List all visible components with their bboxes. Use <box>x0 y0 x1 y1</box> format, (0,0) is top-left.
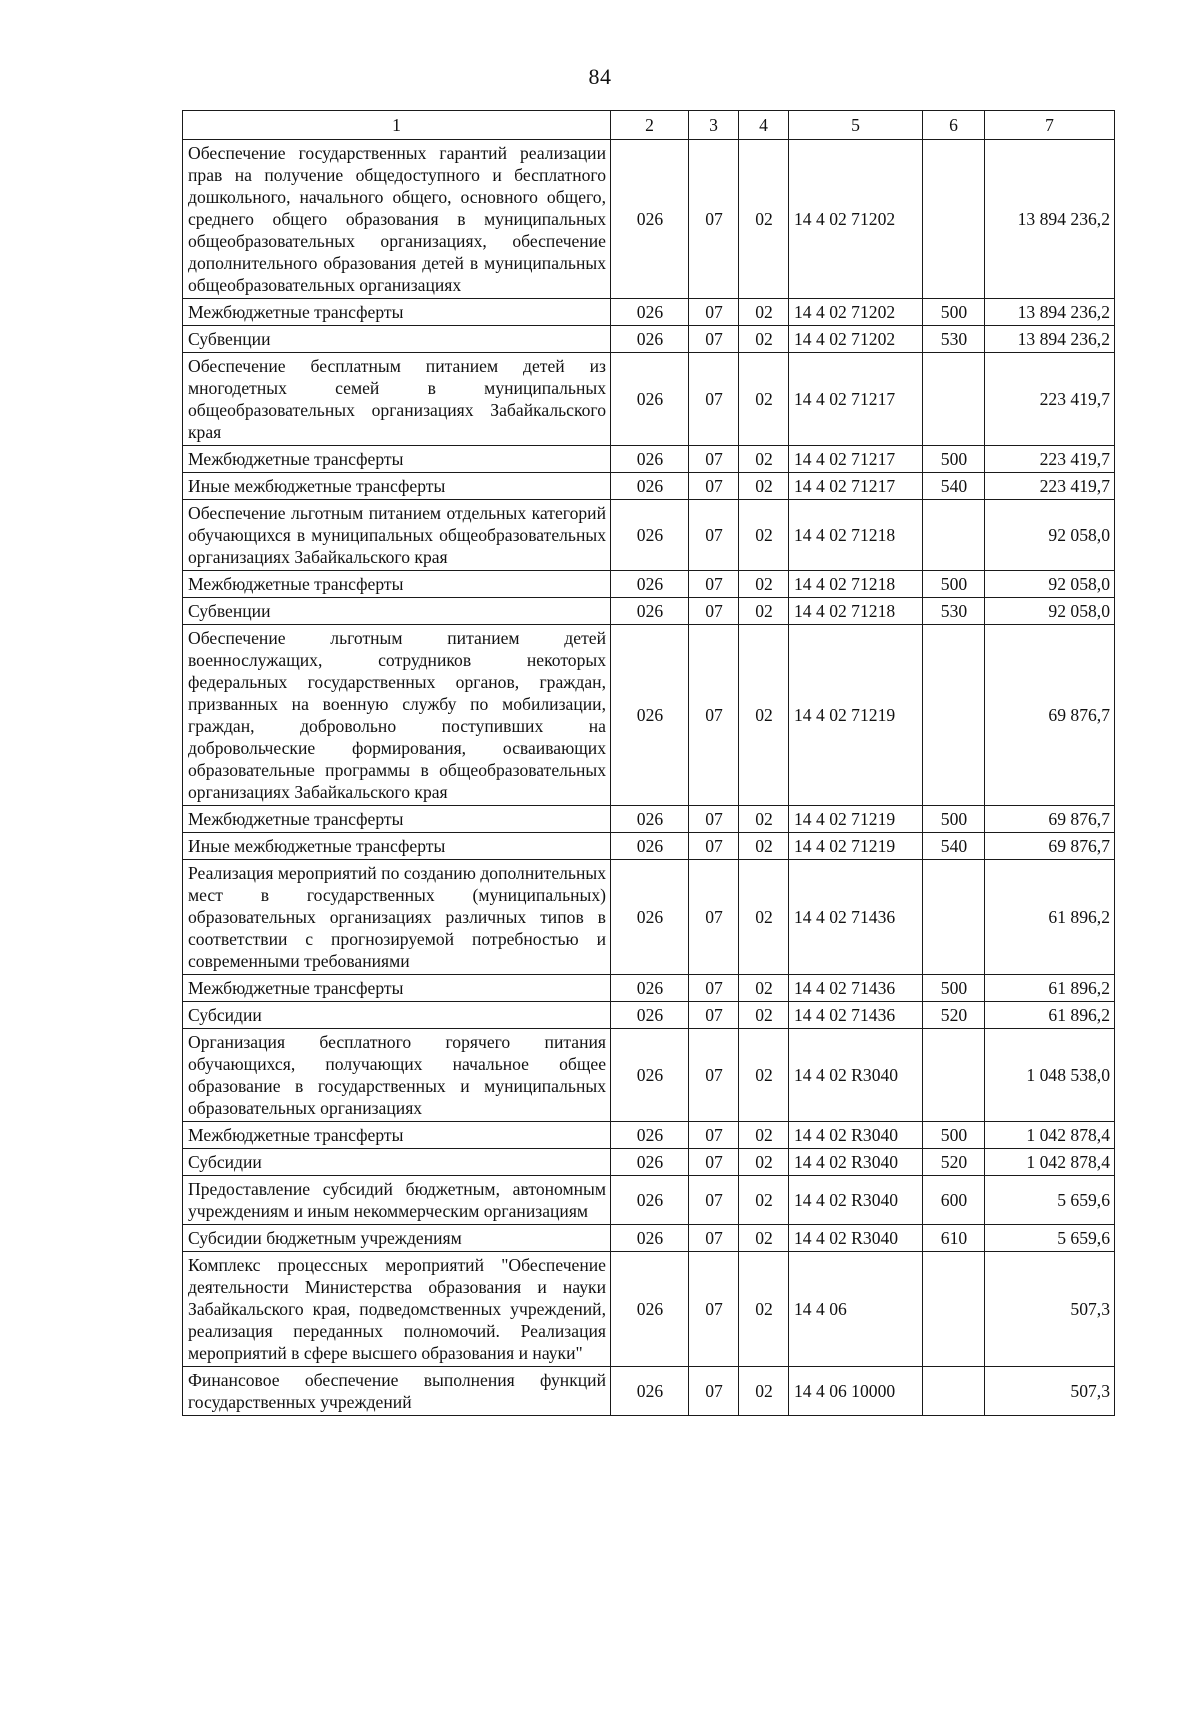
expense-type-cell: 500 <box>923 571 985 598</box>
amount-cell: 13 894 236,2 <box>985 299 1115 326</box>
section-cell: 07 <box>689 860 739 975</box>
row-name-cell: Субсидии <box>183 1002 611 1029</box>
subsection-cell: 02 <box>739 326 789 353</box>
table-body <box>183 140 1115 1416</box>
table-row <box>183 598 1115 625</box>
amount-cell: 69 876,7 <box>985 806 1115 833</box>
table-row <box>183 353 1115 446</box>
target-article-cell: 14 4 02 R3040 <box>789 1122 923 1149</box>
budget-table <box>182 110 1115 1416</box>
column-header: 2 <box>611 111 689 140</box>
row-name-cell: Субвенции <box>183 598 611 625</box>
expense-type-cell: 500 <box>923 446 985 473</box>
amount-cell: 507,3 <box>985 1367 1115 1416</box>
admin-code-cell: 026 <box>611 353 689 446</box>
expense-type-cell: 600 <box>923 1176 985 1225</box>
expense-type-cell: 500 <box>923 299 985 326</box>
admin-code-cell: 026 <box>611 1252 689 1367</box>
column-header: 4 <box>739 111 789 140</box>
admin-code-cell: 026 <box>611 1122 689 1149</box>
table-row <box>183 975 1115 1002</box>
subsection-cell: 02 <box>739 473 789 500</box>
header-row <box>183 111 1115 140</box>
expense-type-cell: 530 <box>923 326 985 353</box>
section-cell: 07 <box>689 446 739 473</box>
section-cell: 07 <box>689 140 739 299</box>
subsection-cell: 02 <box>739 446 789 473</box>
row-name-cell: Финансовое обеспечение выполнения функций государственных учреждений <box>183 1367 611 1416</box>
column-header: 5 <box>789 111 923 140</box>
section-cell: 07 <box>689 975 739 1002</box>
expense-type-cell <box>923 1367 985 1416</box>
subsection-cell: 02 <box>739 299 789 326</box>
table-row <box>183 299 1115 326</box>
section-cell: 07 <box>689 326 739 353</box>
expense-type-cell: 540 <box>923 473 985 500</box>
table-row <box>183 571 1115 598</box>
amount-cell: 13 894 236,2 <box>985 140 1115 299</box>
amount-cell: 5 659,6 <box>985 1176 1115 1225</box>
amount-cell: 223 419,7 <box>985 473 1115 500</box>
target-article-cell: 14 4 02 71219 <box>789 625 923 806</box>
subsection-cell: 02 <box>739 625 789 806</box>
row-name-cell: Обеспечение льготным питанием детей военнослужащих, сотрудников некоторых федеральных государственных органов, граждан, призванных на военную службу по мобилизации, граждан, добровольно поступивших на добровольческие формирования, осваивающих образовательные программы в общеобразовательных организациях Забайкальского края <box>183 625 611 806</box>
target-article-cell: 14 4 02 71436 <box>789 860 923 975</box>
table-row <box>183 806 1115 833</box>
section-cell: 07 <box>689 473 739 500</box>
target-article-cell: 14 4 02 R3040 <box>789 1029 923 1122</box>
target-article-cell: 14 4 02 71217 <box>789 446 923 473</box>
amount-cell: 13 894 236,2 <box>985 326 1115 353</box>
page-number: 84 <box>588 64 612 89</box>
row-name-cell: Комплекс процессных мероприятий "Обеспечение деятельности Министерства образования и науки Забайкальского края, подведомственных учреждений, реализация переданных полномочий. Реализация мероприятий в сфере высшего образования и науки" <box>183 1252 611 1367</box>
section-cell: 07 <box>689 571 739 598</box>
expense-type-cell <box>923 860 985 975</box>
row-name-cell: Обеспечение бесплатным питанием детей из многодетных семей в муниципальных общеобразовательных организациях Забайкальского края <box>183 353 611 446</box>
table-row <box>183 1252 1115 1367</box>
target-article-cell: 14 4 06 <box>789 1252 923 1367</box>
target-article-cell: 14 4 02 R3040 <box>789 1176 923 1225</box>
admin-code-cell: 026 <box>611 446 689 473</box>
amount-cell: 1 042 878,4 <box>985 1149 1115 1176</box>
row-name-cell: Межбюджетные трансферты <box>183 806 611 833</box>
admin-code-cell: 026 <box>611 500 689 571</box>
table-row <box>183 1122 1115 1149</box>
table-row <box>183 833 1115 860</box>
expense-type-cell <box>923 353 985 446</box>
table-row <box>183 1149 1115 1176</box>
table-row <box>183 625 1115 806</box>
table-row <box>183 1029 1115 1122</box>
admin-code-cell: 026 <box>611 299 689 326</box>
subsection-cell: 02 <box>739 1149 789 1176</box>
admin-code-cell: 026 <box>611 598 689 625</box>
expense-type-cell: 520 <box>923 1149 985 1176</box>
section-cell: 07 <box>689 806 739 833</box>
subsection-cell: 02 <box>739 975 789 1002</box>
target-article-cell: 14 4 02 71202 <box>789 140 923 299</box>
section-cell: 07 <box>689 1176 739 1225</box>
target-article-cell: 14 4 06 10000 <box>789 1367 923 1416</box>
subsection-cell: 02 <box>739 1225 789 1252</box>
table-row <box>183 473 1115 500</box>
admin-code-cell: 026 <box>611 806 689 833</box>
admin-code-cell: 026 <box>611 1149 689 1176</box>
expense-type-cell <box>923 500 985 571</box>
subsection-cell: 02 <box>739 140 789 299</box>
admin-code-cell: 026 <box>611 625 689 806</box>
row-name-cell: Субсидии бюджетным учреждениям <box>183 1225 611 1252</box>
amount-cell: 507,3 <box>985 1252 1115 1367</box>
admin-code-cell: 026 <box>611 860 689 975</box>
column-header: 1 <box>183 111 611 140</box>
subsection-cell: 02 <box>739 1122 789 1149</box>
admin-code-cell: 026 <box>611 1002 689 1029</box>
target-article-cell: 14 4 02 71218 <box>789 598 923 625</box>
expense-type-cell <box>923 1029 985 1122</box>
row-name-cell: Обеспечение государственных гарантий реализации прав на получение общедоступного и бесплатного дошкольного, начального общего, основного общего, среднего общего образования в муниципальных общеобразовательных организациях, обеспечение дополнительного образования детей в муниципальных общеобразовательных организациях <box>183 140 611 299</box>
row-name-cell: Межбюджетные трансферты <box>183 446 611 473</box>
amount-cell: 61 896,2 <box>985 1002 1115 1029</box>
target-article-cell: 14 4 02 71436 <box>789 1002 923 1029</box>
target-article-cell: 14 4 02 71218 <box>789 571 923 598</box>
row-name-cell: Предоставление субсидий бюджетным, автономным учреждениям и иным некоммерческим организациям <box>183 1176 611 1225</box>
admin-code-cell: 026 <box>611 1367 689 1416</box>
table-row <box>183 500 1115 571</box>
expense-type-cell <box>923 1252 985 1367</box>
target-article-cell: 14 4 02 71218 <box>789 500 923 571</box>
subsection-cell: 02 <box>739 1029 789 1122</box>
row-name-cell: Обеспечение льготным питанием отдельных категорий обучающихся в муниципальных общеобразовательных организациях Забайкальского края <box>183 500 611 571</box>
section-cell: 07 <box>689 625 739 806</box>
row-name-cell: Межбюджетные трансферты <box>183 975 611 1002</box>
admin-code-cell: 026 <box>611 571 689 598</box>
section-cell: 07 <box>689 1252 739 1367</box>
subsection-cell: 02 <box>739 1367 789 1416</box>
row-name-cell: Реализация мероприятий по созданию дополнительных мест в государственных (муниципальных) образовательных организациях различных типов в соответствии с прогнозируемой потребностью и современными требованиями <box>183 860 611 975</box>
amount-cell: 92 058,0 <box>985 571 1115 598</box>
section-cell: 07 <box>689 1225 739 1252</box>
section-cell: 07 <box>689 353 739 446</box>
row-name-cell: Субсидии <box>183 1149 611 1176</box>
target-article-cell: 14 4 02 71219 <box>789 806 923 833</box>
target-article-cell: 14 4 02 71436 <box>789 975 923 1002</box>
section-cell: 07 <box>689 1122 739 1149</box>
target-article-cell: 14 4 02 R3040 <box>789 1225 923 1252</box>
section-cell: 07 <box>689 1149 739 1176</box>
target-article-cell: 14 4 02 71202 <box>789 299 923 326</box>
subsection-cell: 02 <box>739 598 789 625</box>
expense-type-cell: 610 <box>923 1225 985 1252</box>
subsection-cell: 02 <box>739 806 789 833</box>
row-name-cell: Иные межбюджетные трансферты <box>183 473 611 500</box>
subsection-cell: 02 <box>739 500 789 571</box>
section-cell: 07 <box>689 1002 739 1029</box>
subsection-cell: 02 <box>739 353 789 446</box>
admin-code-cell: 026 <box>611 140 689 299</box>
target-article-cell: 14 4 02 71202 <box>789 326 923 353</box>
subsection-cell: 02 <box>739 1252 789 1367</box>
amount-cell: 92 058,0 <box>985 598 1115 625</box>
table-row <box>183 140 1115 299</box>
amount-cell: 1 042 878,4 <box>985 1122 1115 1149</box>
subsection-cell: 02 <box>739 571 789 598</box>
amount-cell: 5 659,6 <box>985 1225 1115 1252</box>
table-row <box>183 1176 1115 1225</box>
section-cell: 07 <box>689 833 739 860</box>
subsection-cell: 02 <box>739 860 789 975</box>
target-article-cell: 14 4 02 71219 <box>789 833 923 860</box>
admin-code-cell: 026 <box>611 975 689 1002</box>
expense-type-cell <box>923 140 985 299</box>
amount-cell: 69 876,7 <box>985 833 1115 860</box>
expense-type-cell: 530 <box>923 598 985 625</box>
table-row <box>183 446 1115 473</box>
table-row <box>183 1225 1115 1252</box>
admin-code-cell: 026 <box>611 1029 689 1122</box>
expense-type-cell: 520 <box>923 1002 985 1029</box>
section-cell: 07 <box>689 1029 739 1122</box>
target-article-cell: 14 4 02 71217 <box>789 353 923 446</box>
amount-cell: 223 419,7 <box>985 446 1115 473</box>
amount-cell: 92 058,0 <box>985 500 1115 571</box>
section-cell: 07 <box>689 1367 739 1416</box>
admin-code-cell: 026 <box>611 1176 689 1225</box>
subsection-cell: 02 <box>739 833 789 860</box>
expense-type-cell <box>923 625 985 806</box>
expense-type-cell: 540 <box>923 833 985 860</box>
amount-cell: 61 896,2 <box>985 975 1115 1002</box>
column-header: 6 <box>923 111 985 140</box>
admin-code-cell: 026 <box>611 326 689 353</box>
expense-type-cell: 500 <box>923 1122 985 1149</box>
row-name-cell: Иные межбюджетные трансферты <box>183 833 611 860</box>
subsection-cell: 02 <box>739 1002 789 1029</box>
amount-cell: 1 048 538,0 <box>985 1029 1115 1122</box>
amount-cell: 61 896,2 <box>985 860 1115 975</box>
table-row <box>183 326 1115 353</box>
subsection-cell: 02 <box>739 1176 789 1225</box>
admin-code-cell: 026 <box>611 833 689 860</box>
admin-code-cell: 026 <box>611 1225 689 1252</box>
section-cell: 07 <box>689 299 739 326</box>
row-name-cell: Межбюджетные трансферты <box>183 1122 611 1149</box>
row-name-cell: Межбюджетные трансферты <box>183 571 611 598</box>
table-row <box>183 1002 1115 1029</box>
table-row <box>183 1367 1115 1416</box>
row-name-cell: Субвенции <box>183 326 611 353</box>
column-header: 3 <box>689 111 739 140</box>
column-header: 7 <box>985 111 1115 140</box>
expense-type-cell: 500 <box>923 975 985 1002</box>
row-name-cell: Межбюджетные трансферты <box>183 299 611 326</box>
row-name-cell: Организация бесплатного горячего питания обучающихся, получающих начальное общее образование в государственных и муниципальных образовательных организациях <box>183 1029 611 1122</box>
amount-cell: 69 876,7 <box>985 625 1115 806</box>
table-row <box>183 860 1115 975</box>
expense-type-cell: 500 <box>923 806 985 833</box>
amount-cell: 223 419,7 <box>985 353 1115 446</box>
target-article-cell: 14 4 02 R3040 <box>789 1149 923 1176</box>
target-article-cell: 14 4 02 71217 <box>789 473 923 500</box>
admin-code-cell: 026 <box>611 473 689 500</box>
section-cell: 07 <box>689 500 739 571</box>
section-cell: 07 <box>689 598 739 625</box>
